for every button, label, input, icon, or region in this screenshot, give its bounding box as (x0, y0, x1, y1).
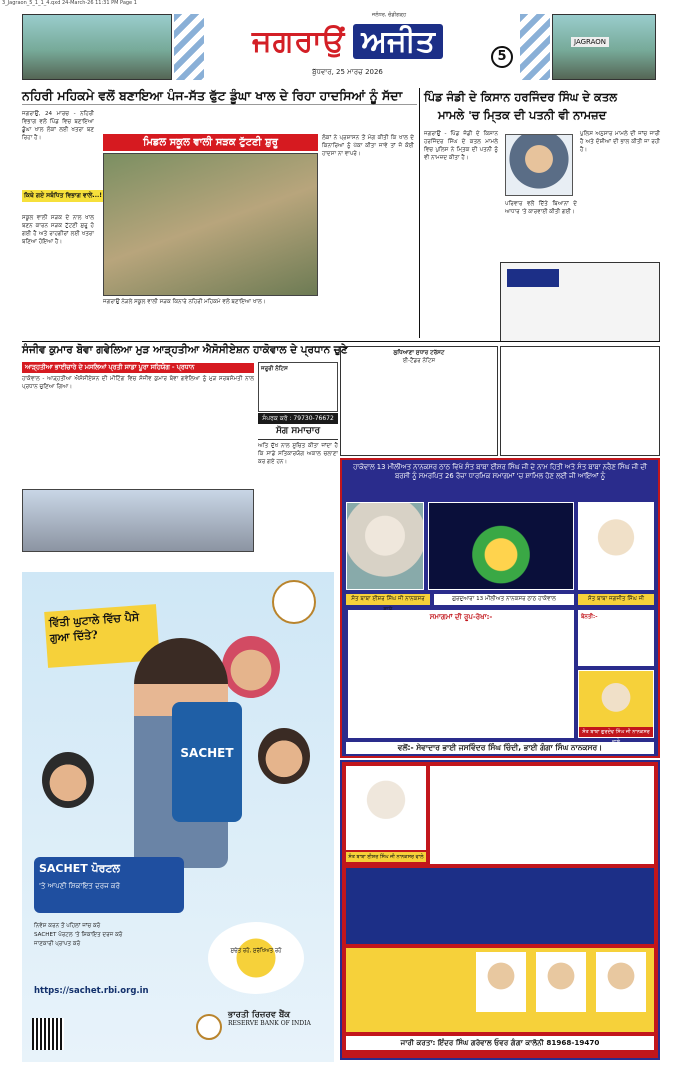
event-ad2-portrait (346, 766, 426, 850)
small-advert-box (500, 262, 660, 342)
sponsor-portrait-1 (476, 952, 526, 1012)
masthead-photo-right (552, 14, 656, 80)
event-ad-footer: ਵਲੋਂ:- ਸੇਵਾਦਾਰ ਭਾਈ ਜਸਵਿੰਦਰ ਸਿੰਘ ਚਿੰਦੀ, ਭਾਈ ਗੰਗਾ ਸਿੰਘ ਨਾਨਕਸਰ। (346, 742, 654, 754)
story1-subhead: ਮਿਡਲ ਸਕੂਲ ਵਾਲੀ ਸੜਕ ਟੁੱਟਣੀ ਸ਼ੁਰੂ (103, 134, 318, 151)
masthead-tagline: ਜਲੰਧਰ, ਚੰਡੀਗੜ੍ਹ (372, 12, 407, 18)
event-ad-caption-mid: ਗੁਰਦੁਆਰਾ 13 ਮੀਲੀਅਤ ਨਾਨਕਸਰ ਠਾਠ ਹਾਕੋਵਾਲ (434, 594, 574, 605)
story2-headline-line1: ਪਿੰਡ ਜੰਡੀ ਦੇ ਕਿਸਾਨ ਹਰਜਿੰਦਰ ਸਿੰਘ ਦੇ ਕਤਲ (424, 90, 618, 104)
event-ad2-schedule (430, 766, 654, 864)
print-slug: 3_Jagraon_5_1_1_4.qxd 24-March-26 11:31 PM Page 1 (2, 0, 137, 6)
rbi-phone (172, 702, 242, 822)
story3-photo (22, 489, 254, 552)
right-notice-box (500, 346, 660, 456)
event-ad-programme (348, 610, 574, 738)
notice-box-body: ਅਤਿ ਦੁੱਖ ਨਾਲ ਸੂਚਿਤ ਕੀਤਾ ਜਾਂਦਾ ਹੈ ਕਿ ਸਾਡੇ ਸਤਿਕਾਰਯੋਗ ਅਕਾਲ ਚਲਾਣਾ ਕਰ ਗਏ ਹਨ। (258, 443, 338, 465)
rbi-bank-name-pa: ਭਾਰਤੀ ਰਿਜ਼ਰਵ ਬੈਂਕ (228, 1010, 291, 1020)
rbi-portal-card (34, 857, 184, 913)
event-ad-caption-right2: ਸੰਤ ਬਾਬਾ ਗੁਰਦੇਵ ਸਿੰਘ ਜੀ ਨਾਨਕਸਰ (579, 727, 653, 737)
column-divider (419, 88, 420, 338)
classified-title: ਜਰੂਰੀ ਨੋਟਿਸ (261, 366, 288, 372)
event-ad-caption-left: ਸੰਤ ਬਾਬਾ ਈਸ਼ਰ ਸਿੰਘ ਜੀ ਨਾਨਕਸਰ (346, 594, 430, 605)
classified-box (258, 362, 338, 412)
event-ad-1 (340, 458, 660, 758)
notice-box-title: ਸੋਗ ਸਮਾਚਾਰ (258, 426, 338, 440)
rbi-url[interactable]: https://sachet.rbi.org.in (34, 986, 149, 996)
event-ad-portrait-right (578, 502, 654, 590)
event-ad2-photo-caption: ਸੰਤ ਬਾਬਾ ਈਸ਼ਰ ਸਿੰਘ ਜੀ ਨਾਨਕਸਰ ਵਾਲੇ (346, 852, 426, 862)
rbi-point-2: SACHET ਪੋਰਟਲ 'ਤੇ ਸ਼ਿਕਾਇਤ ਦਰਜ ਕਰੋ (34, 932, 123, 938)
event-ad-2 (340, 760, 660, 1060)
masthead-photo-left (22, 14, 172, 80)
rbi-advert (22, 572, 334, 1062)
event-ad-portrait-left (346, 502, 424, 590)
story3-subhead: ਆੜ੍ਹਤੀਆ ਭਾਈਚਾਰੇ ਦੇ ਮਸਲਿਆਂ ਪ੍ਰਤੀ ਸਾਡਾ ਪੂਰਾ ਸਹਿਯੋਗ - ਪ੍ਰਧਾਨ (22, 362, 254, 373)
section-rule (22, 341, 660, 342)
tender-title: ਲੁਧਿਆਣਾ ਸੁਧਾਰ ਟਰੱਸਟ (393, 350, 445, 356)
story2-column-1: ਜਗਰਾਉਂ - ਪਿੰਡ ਜੰਡੀ ਦੇ ਕਿਸਾਨ ਹਰਜਿੰਦਰ ਸਿੰਘ ਦੇ ਕਤਲ ਮਾਮਲੇ ਵਿਚ ਪੁਲਿਸ ਨੇ ਮਿ੍ਤਕ ਦੀ ਪਤਨੀ ਨੂੰ ਵੀ ਨਾਮਜ਼ਦ ਕੀਤਾ ਹੈ। (424, 131, 498, 161)
sponsor-portrait-3 (596, 952, 646, 1012)
rbi-bubble-note: ਸੁਚੇਤ ਰਹੋ, ਸੁਰੱਖਿਅਤ ਰਹੋ (230, 948, 282, 954)
story1-column-1: ਜਗਰਾਉਂ, 24 ਮਾਰਚ - ਨਹਿਰੀ ਵਿਭਾਗ ਵਲੋਂ ਪਿੰਡ ਵਿਚ ਬਣਾਇਆ ਡੂੰਘਾ ਖਾਲ ਲੋਕਾਂ ਲਈ ਖਤਰਾ ਬਣ ਰਿਹਾ ਹੈ। (22, 111, 94, 141)
rbi-logo-badge (272, 580, 316, 624)
rbi-bank-name-en: RESERVE BANK OF INDIA (228, 1020, 311, 1027)
advert-logo (507, 269, 559, 287)
story2-portrait (505, 134, 573, 196)
classified-phone: ਸੰਪਰਕ ਕਰੋ : 79730-76672 (258, 413, 338, 424)
masthead-pattern-right (520, 14, 550, 80)
event-ad-programme-title: ਸਮਾਗਮਾਂ ਦੀ ਰੂਪ-ਰੇਖਾ:- (429, 613, 493, 621)
masthead-city: ਜਗਰਾਉਂ (252, 23, 346, 59)
rbi-portal-subtitle: 'ਤੇ ਆਪਣੀ ਸ਼ਿਕਾਇਤ ਦਰਜ ਕਰੋ (39, 882, 121, 890)
rbi-point-3: ਜਾਣਕਾਰੀ ਪ੍ਰਾਪਤ ਕਰੋ (34, 941, 81, 947)
rbi-points (34, 922, 184, 978)
story1-photo-caption: ਜਗਰਾਉਂ ਨੇੜਲੇ ਸਕੂਲ ਵਾਲੀ ਸੜਕ ਕਿਨਾਰੇ ਨਹਿਰੀ ਮਹਿਕਮੇ ਵਲੋਂ ਬਣਾਇਆ ਖਾਲ। (103, 299, 266, 305)
story2-headline-line2: ਮਾਮਲੇ 'ਚ ਮਿ੍ਤਕ ਦੀ ਪਤਨੀ ਵੀ ਨਾਮਜ਼ਦ (438, 108, 607, 122)
story1-column-1b: ਸਕੂਲ ਵਾਲੀ ਸੜਕ ਦੇ ਨਾਲ ਖਾਲ ਬਣਨ ਕਾਰਨ ਸੜਕ ਟੁੱਟਣੀ ਸ਼ੁਰੂ ਹੋ ਗਈ ਹੈ ਅਤੇ ਰਾਹਗੀਰਾਂ ਲਈ ਖਤਰਾ ਬਣਿਆ ਹੋਇਆ ਹੈ। (22, 215, 94, 245)
story1-column-3: ਲੋਕਾਂ ਨੇ ਪ੍ਰਸ਼ਾਸਨ ਤੋਂ ਮੰਗ ਕੀਤੀ ਕਿ ਖਾਲ ਦੇ ਕਿਨਾਰਿਆਂ ਨੂੰ ਪੱਕਾ ਕੀਤਾ ਜਾਵੇ ਤਾਂ ਜੋ ਕੋਈ ਹਾਦਸਾ ਨਾ ਵਾਪਰੇ। (322, 135, 414, 157)
story1-headline: ਨਹਿਰੀ ਮਹਿਕਮੇ ਵਲੋਂ ਬਣਾਇਆ ਪੰਜ-ਸੱਤ ਫੁੱਟ ਡੂੰਘਾ ਖਾਲ ਦੇ ਰਿਹਾ ਹਾਦਸਿਆਂ ਨੂੰ ਸੱਦਾ (22, 88, 417, 105)
masthead-date: ਬੁੱਧਵਾਰ, 25 ਮਾਰਚ 2026 (312, 68, 383, 76)
story2-column-3: ਪੁਲਿਸ ਅਨੁਸਾਰ ਮਾਮਲੇ ਦੀ ਜਾਂਚ ਜਾਰੀ ਹੈ ਅਤੇ ਦੋਸ਼ੀਆਂ ਦੀ ਭਾਲ ਕੀਤੀ ਜਾ ਰਹੀ ਹੈ। (580, 131, 660, 153)
event-ad-caption-right: ਸੰਤ ਬਾਬਾ ਜਗਜੀਤ ਸਿੰਘ ਜੀ (578, 594, 654, 605)
tender-box (340, 346, 498, 456)
tender-subtitle: ਈ-ਟੈਂਡਰ ਨੋਟਿਸ (402, 358, 436, 364)
story3-body: ਹਾਕੋਵਾਲ - ਆੜ੍ਹਤੀਆ ਐਸੋਸੀਏਸ਼ਨ ਦੀ ਮੀਟਿੰਗ ਵਿਚ ਸੰਜੀਵ ਕੁਮਾਰ ਬੋਵਾ ਗਵੇਲਿਆ ਨੂੰ ਮੁੜ ਸਰਬਸੰਮਤੀ ਨਾਲ ਪ੍ਰਧਾਨ ਚੁਣਿਆ ਗਿਆ। (22, 376, 254, 390)
rbi-character-man2 (42, 752, 94, 808)
page-number: 5 (491, 46, 513, 68)
rbi-question: ਵਿੱਤੀ ਘੁਟਾਲੇ ਵਿੱਚ ਪੈਸੇ ਗੁਆ ਦਿੱਤੇ? (44, 604, 160, 668)
event-ad-portrait-right2 (578, 670, 654, 738)
story1-photo (103, 153, 318, 296)
rbi-bubble (208, 922, 304, 994)
rbi-character-woman2 (258, 728, 310, 784)
masthead-pattern-left (174, 14, 204, 80)
event-ad-banner: ਹਾਕੋਵਾਲ 13 ਮੀਲੀਅਤ ਨਾਨਕਸਰ ਠਾਠ ਵਿਖੇ ਸੰਤ ਬਾਬਾ ਈਸ਼ਰ ਸਿੰਘ ਜੀ ਦੇ ਨਾਮ ਹਿਤੀ ਅਤੇ ਸੰਤ ਬਾਬਾ ਨਰੈਣ ਸਿੰਘ ਜੀ ਦੀ ਬਰਸੀ ਨੂੰ ਸਮਰਪਿਤ 26 ਰੋਜ਼ਾ ਧਾਰਮਿਕ ਸਮਾਗਮਾਂ 'ਚ ਸ਼ਾਮਿਲ ਹੋਣ ਲਈ ਜੀ ਆਇਆਂ ਨੂੰ (353, 463, 647, 480)
rbi-seal-icon (196, 1014, 222, 1040)
story3-headline: ਸੰਜੀਵ ਕੁਮਾਰ ਬੋਵਾ ਗਵੇਲਿਆ ਮੁੜ ਆੜ੍ਹਤੀਆ ਐਸੋਸੀਏਸ਼ਨ ਹਾਕੋਵਾਲ ਦੇ ਪ੍ਰਧਾਨ ਚੁਣੇ (22, 344, 348, 356)
event-ad-request (578, 610, 654, 666)
masthead-paper-name: ਅਜੀਤ (353, 24, 443, 59)
event-ad2-sponsors (346, 948, 654, 1032)
story1-inset-label: ਕਿਥੇ ਗਏ ਸਬੰਧਿਤ ਵਿਭਾਗ ਵਾਲੇ...! (22, 190, 114, 202)
rbi-footer-logo (196, 1010, 326, 1054)
masthead-sign: JAGRAON (571, 37, 609, 47)
event-ad-illumination-photo (428, 502, 574, 590)
event-ad-request-title: ਬੇਨਤੀ:- (581, 614, 598, 620)
rbi-character-man (222, 636, 280, 698)
event-ad2-details (346, 868, 654, 944)
sponsor-portrait-2 (536, 952, 586, 1012)
event-ad2-footer: ਜਾਰੀ ਕਰਤਾ: ਇੰਦਰ ਸਿੰਘ ਗਰੇਵਾਲ ਓਵਰ ਗੰਗਾ ਕਾਲੋਨੀ 81968-19470 (346, 1036, 654, 1050)
rbi-point-1: ਨਿਵੇਸ਼ ਕਰਨ ਤੋਂ ਪਹਿਲਾਂ ਜਾਂਚ ਕਰੋ (34, 923, 101, 929)
masthead-logo (205, 14, 490, 68)
rbi-qr-code[interactable] (32, 1018, 64, 1050)
story2-column-2: ਪਰਿਵਾਰ ਵਲੋਂ ਦਿੱਤੇ ਬਿਆਨਾਂ ਦੇ ਆਧਾਰ 'ਤੇ ਕਾਰਵਾਈ ਕੀਤੀ ਗਈ। (505, 201, 577, 215)
spacer (140, 362, 254, 363)
rbi-portal-title: SACHET ਪੋਰਟਲ (39, 862, 120, 875)
rbi-app-name: SACHET (180, 746, 234, 760)
